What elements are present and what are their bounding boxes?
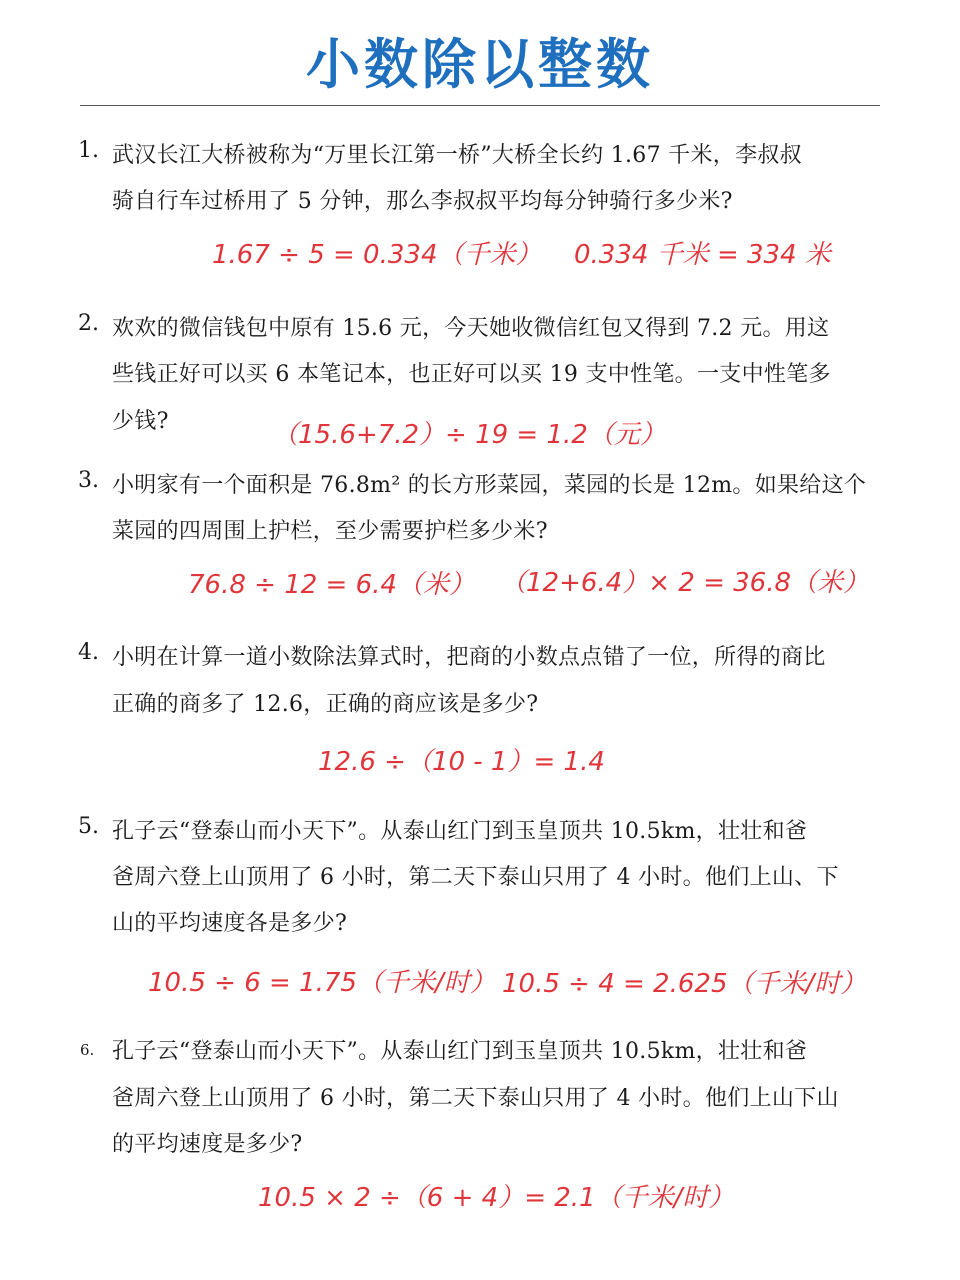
title-divider: [80, 105, 880, 106]
problem-text-line: 武汉长江大桥被称为“万里长江第一桥”大桥全长约 1.67 千米，李叔叔: [112, 143, 802, 168]
problem-number: 6.: [80, 1041, 95, 1059]
problem-number: 3.: [78, 468, 99, 493]
problem-text-line: 菜园的四周围上护栏，至少需要护栏多少米?: [112, 519, 548, 544]
answer-equation: 10.5 ÷ 4 = 2.625（千米/时）: [502, 969, 867, 999]
problem-number: 2.: [78, 311, 99, 336]
answer-equation: 12.6 ÷（10 - 1）= 1.4: [318, 747, 605, 777]
problem-text-line: 山的平均速度各是多少?: [112, 911, 348, 936]
problem-number: 5.: [78, 814, 99, 839]
problem-text-line: 些钱正好可以买 6 本笔记本，也正好可以买 19 支中性笔。一支中性笔多: [112, 362, 831, 387]
answer-equation: 76.8 ÷ 12 = 6.4（米）: [188, 570, 475, 600]
problem-text-line: 爸周六登上山顶用了 6 小时，第二天下泰山只用了 4 小时。他们上山下山: [112, 1086, 839, 1111]
problem-text-line: 孔子云“登泰山而小天下”。从泰山红门到玉皇顶共 10.5km，壮壮和爸: [112, 819, 808, 844]
problem-text-line: 的平均速度是多少?: [112, 1132, 303, 1157]
problem-text-line: 小明家有一个面积是 76.8m² 的长方形菜园，菜园的长是 12m。如果给这个: [112, 473, 867, 498]
problem-text-line: 爸周六登上山顶用了 6 小时，第二天下泰山只用了 4 小时。他们上山、下: [112, 865, 839, 890]
problem-text-line: 小明在计算一道小数除法算式时，把商的小数点点错了一位，所得的商比: [112, 645, 826, 670]
answer-equation: 0.334 千米 = 334 米: [574, 240, 831, 270]
problem-text-line: 正确的商多了 12.6，正确的商应该是多少?: [112, 692, 539, 717]
answer-equation: 10.5 × 2 ÷（6 + 4）= 2.1（千米/时）: [258, 1183, 735, 1213]
problem-number: 4.: [78, 640, 99, 665]
answer-equation: 1.67 ÷ 5 = 0.334（千米）: [212, 240, 542, 270]
answer-equation: （15.6+7.2）÷ 19 = 1.2（元）: [272, 420, 666, 450]
problem-text-line: 孔子云“登泰山而小天下”。从泰山红门到玉皇顶共 10.5km，壮壮和爸: [112, 1039, 808, 1064]
problem-text-line: 少钱?: [112, 409, 169, 434]
page-title: 小数除以整数: [306, 33, 654, 96]
problem-text-line: 骑自行车过桥用了 5 分钟，那么李叔叔平均每分钟骑行多少米?: [112, 189, 733, 214]
problem-text-line: 欢欢的微信钱包中原有 15.6 元，今天她收微信红包又得到 7.2 元。用这: [112, 316, 830, 341]
answer-equation: （12+6.4）× 2 = 36.8（米）: [500, 568, 870, 598]
answer-equation: 10.5 ÷ 6 = 1.75（千米/时）: [148, 968, 496, 998]
problem-number: 1.: [78, 138, 99, 163]
